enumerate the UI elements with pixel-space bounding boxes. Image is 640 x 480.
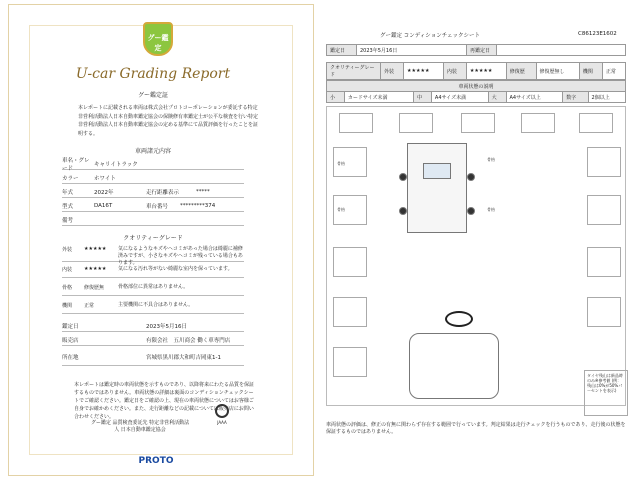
- row-label: 備考: [62, 217, 74, 224]
- row-value-2: *****: [196, 188, 210, 195]
- quality-section-title: クオリティーグレード: [123, 235, 183, 242]
- info-address: [62, 348, 244, 366]
- panel-box: [333, 297, 367, 327]
- size-value: 2個以上: [588, 92, 625, 103]
- row-value-2: *********374: [180, 202, 216, 209]
- quality-interior: [62, 266, 244, 278]
- quality-exterior: [62, 246, 244, 266]
- info-value: 宮城県黒川郡大和町吉岡東1-1: [146, 354, 221, 361]
- panel-box: [461, 113, 495, 133]
- grade-key: 外装: [381, 63, 404, 80]
- wheel-icon: [399, 207, 407, 215]
- quality-label: 機関: [62, 303, 73, 309]
- quality-frame: [62, 284, 244, 296]
- certificate-label: グー鑑定証: [137, 92, 168, 99]
- row-value: 2022年: [94, 189, 114, 196]
- reregister-label: 再鑑定日: [467, 45, 497, 56]
- grade-value: ★★★★★: [466, 63, 506, 80]
- row-name: [62, 158, 244, 170]
- proto-logo: PROTO: [138, 456, 174, 466]
- quality-label: 内装: [62, 267, 73, 273]
- footer-note: 本レポートは鑑定時の車両状態を示すものであり、以降将来にわたる品質を保証するものではありません。車両状態の詳細は裏面のコンディションチェックシートでご確認ください。鑑定日をご確認の上、現在の車両状態についてはお客様ご自身でお確かめください。また、走行距離などの記載については販売店にお問い合わせください。: [74, 382, 255, 420]
- quality-stars: ★★★★★: [84, 266, 107, 272]
- panel-box: [587, 297, 621, 327]
- cabin-interior: [409, 333, 499, 399]
- row-label: 車名・グレード: [62, 157, 90, 172]
- grade-value: ★★★★★: [404, 63, 444, 80]
- info-label: 所在地: [62, 354, 79, 361]
- panel-box: [579, 113, 613, 133]
- panel-label: 骨格: [337, 207, 345, 212]
- size-table: [326, 80, 626, 103]
- sheet-code: C86123E1602: [578, 31, 617, 37]
- row-model: [62, 200, 244, 212]
- panel-label: 骨格: [337, 161, 345, 166]
- info-label: 販売店: [62, 337, 79, 344]
- size-key: 大: [488, 92, 506, 103]
- goo-kantei-logo: [143, 22, 173, 56]
- row-label-2: 車台番号: [146, 203, 169, 210]
- vehicle-section-title: 車両諸元内容: [134, 148, 171, 155]
- state-title: 車両状態の説明: [327, 81, 626, 92]
- jaaa-logo: [208, 404, 236, 425]
- quality-stars: 正常: [84, 303, 95, 309]
- footer-signature: グー鑑定 品質検査委託先 特定非営利活動法人 日本自動車鑑定協会: [90, 420, 190, 433]
- info-date: [62, 320, 244, 332]
- size-key: 中: [414, 92, 432, 103]
- logo-text: グー鑑定: [147, 34, 169, 52]
- bottom-note: 車両状態の評価は、修正の有無に関わらず存在する範囲で行っています。判定結果は走行チェックを行うものであり、走行後の状態を保証するものではありません。: [326, 422, 626, 435]
- panel-box: [587, 247, 621, 277]
- grade-key: 修復歴: [506, 63, 536, 80]
- panel-box: [333, 347, 367, 377]
- size-value: A4サイズ以上: [506, 92, 563, 103]
- quality-stars: 修復歴無: [84, 285, 105, 291]
- size-key: 小: [327, 92, 345, 103]
- row-value: ホワイト: [94, 175, 116, 182]
- grade-value: 修復歴無し: [536, 63, 579, 80]
- row-label-2: 走行距離表示: [146, 189, 180, 196]
- grade-label: クオリティーグレード: [327, 63, 381, 80]
- grade-key: 機関: [579, 63, 602, 80]
- quality-label: 骨格: [62, 285, 73, 291]
- panel-label: 骨格: [487, 207, 495, 212]
- vehicle-diagram: [326, 106, 626, 406]
- truck-cab: [423, 163, 451, 179]
- size-value: A4サイズ未満: [431, 92, 488, 103]
- jaaa-text: JAAA: [217, 420, 227, 425]
- date-label: 鑑定日: [327, 45, 357, 56]
- sheet-title: グー鑑定 コンディションチェックシート: [380, 33, 481, 39]
- grade-key: 内装: [443, 63, 466, 80]
- row-label: 型式: [62, 203, 74, 210]
- jaaa-emblem-icon: [215, 404, 229, 418]
- wheel-icon: [467, 207, 475, 215]
- grade-table: [326, 62, 626, 80]
- report-title: U-car Grading Report: [75, 66, 231, 82]
- wheel-icon: [467, 173, 475, 181]
- truck-top-view: [407, 143, 467, 233]
- grade-value: 正常: [602, 63, 625, 80]
- wheel-icon: [399, 173, 407, 181]
- row-value: キャリイトラック: [94, 161, 138, 168]
- size-value: カードサイズ未満: [344, 92, 413, 103]
- panel-box: [587, 195, 621, 225]
- quality-label: 外装: [62, 247, 73, 253]
- panel-box: [521, 113, 555, 133]
- panel-box: [587, 147, 621, 177]
- row-notes: [62, 214, 244, 226]
- row-value: DA16T: [94, 202, 113, 209]
- quality-desc: 気になるようなキズやヘコミがあった場合は綺麗に補修済みですが、小さなキズやヘコミが残っている場合もあります。: [118, 246, 243, 266]
- info-label: 鑑定日: [62, 323, 79, 330]
- steering-wheel-icon: [445, 311, 473, 327]
- quality-stars: ★★★★★: [84, 246, 107, 252]
- panel-label: 骨格: [487, 157, 495, 162]
- size-key: 数字: [563, 92, 588, 103]
- info-value: 2023年5月16日: [146, 323, 187, 330]
- intro-text: 本レポートに記載される車両は株式会社プロトコーポレーションが委託する特定非営利活動法人日本自動車鑑定協会の保険修有車鑑定士が公平な検査を行い特定非営利活動法人日本自動車鑑定協会の定める基準にて品質評価を行ったことを証明する。: [78, 105, 259, 137]
- row-color: [62, 172, 244, 184]
- date-table: [326, 44, 626, 56]
- panel-box: [339, 113, 373, 133]
- row-year: [62, 186, 244, 198]
- row-label: 年式: [62, 189, 74, 196]
- panel-box: [333, 247, 367, 277]
- info-value: 有限会社 五川商会 働く車専門店: [146, 337, 231, 344]
- quality-desc: 主要機関に不具合はありません。: [118, 302, 194, 308]
- date-value: 2023年5月16日: [357, 45, 467, 56]
- panel-box: [399, 113, 433, 133]
- row-label: カラー: [62, 175, 79, 182]
- quality-desc: 気になる汚れ等がない綺麗な室内を保っています。: [118, 266, 233, 272]
- quality-desc: 骨格部位に異常はありません。: [118, 284, 189, 290]
- reregister-value: [497, 45, 626, 56]
- info-dealer: [62, 334, 244, 346]
- quality-engine: [62, 302, 244, 314]
- tire-legend: タイヤ残山は新品時のみ※参考値 (例：残山は0%が50%パーセントを表示): [584, 370, 628, 416]
